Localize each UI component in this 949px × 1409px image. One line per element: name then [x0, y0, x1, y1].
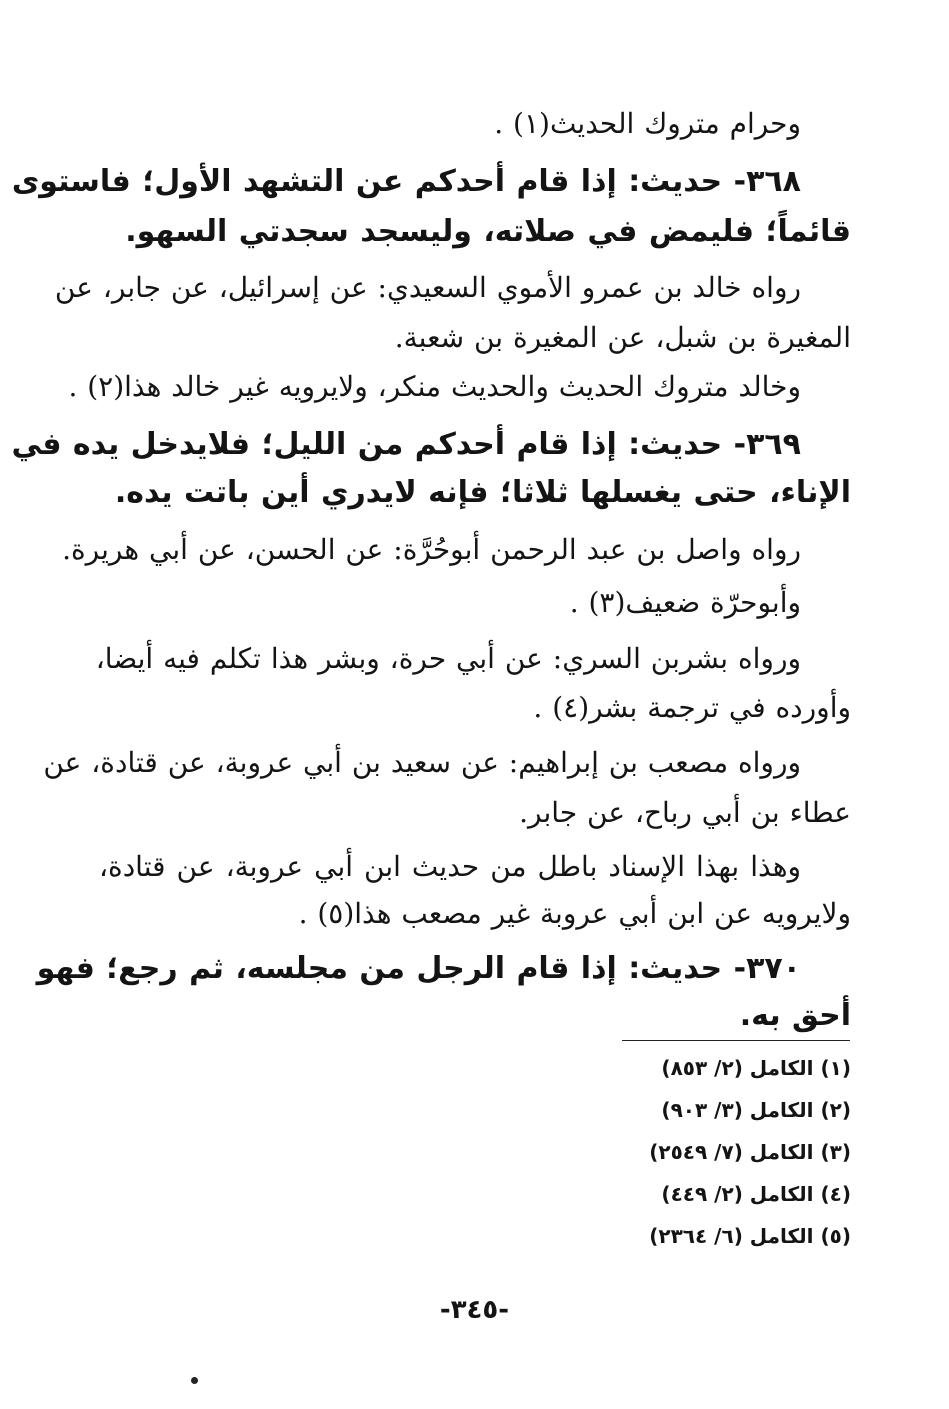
text-line: ورواه مصعب بن إبراهيم: عن سعيد بن أبي عروبة، عن قتادة، عن	[43, 746, 801, 779]
text-line: وهذا بهذا الإسناد باطل من حديث ابن أبي عروبة، عن قتادة،	[99, 850, 801, 883]
scan-speck	[191, 1377, 198, 1384]
footnote-5: (٥) الكامل (٦/ ٢٣٦٤)	[649, 1224, 851, 1248]
footnote-1: (١) الكامل (٢/ ٨٥٣)	[661, 1056, 851, 1080]
footnote-separator	[622, 1040, 850, 1041]
text-line: وخالد متروك الحديث والحديث منكر، ولايرويه غير خالد هذا(٢) .	[68, 370, 801, 403]
text-line: ولايرويه عن ابن أبي عروبة غير مصعب هذا(٥) .	[298, 897, 851, 930]
text-line: ورواه بشربن السري: عن أبي حرة، وبشر هذا تكلم فيه أيضا،	[95, 642, 801, 675]
text-line: عطاء بن أبي رباح، عن جابر.	[519, 796, 851, 829]
hadith-heading-370-cont: أحق به.	[739, 998, 851, 1033]
footnote-3: (٣) الكامل (٧/ ٢٥٤٩)	[649, 1140, 851, 1164]
hadith-heading-369-cont: الإناء، حتى يغسلها ثلاثا؛ فإنه لايدري أين باتت يده.	[114, 475, 851, 510]
text-line: وأبوحرّة ضعيف(٣) .	[569, 586, 801, 619]
text-line: رواه خالد بن عمرو الأموي السعيدي: عن إسرائيل، عن جابر، عن	[54, 271, 801, 304]
text-line: وحرام متروك الحديث(١) .	[494, 107, 801, 140]
hadith-heading-370: ٣٧٠- حديث: إذا قام الرجل من مجلسه، ثم رجع؛ فهو	[36, 951, 801, 986]
hadith-heading-368: ٣٦٨- حديث: إذا قام أحدكم عن التشهد الأول؛ فاستوى	[11, 164, 801, 199]
text-line: وأورده في ترجمة بشر(٤) .	[533, 691, 851, 724]
hadith-heading-369: ٣٦٩- حديث: إذا قام أحدكم من الليل؛ فلايدخل يده في	[11, 427, 801, 462]
footnote-2: (٢) الكامل (٣/ ٩٠٣)	[661, 1098, 851, 1122]
hadith-heading-368-cont: قائماً؛ فليمض في صلاته، وليسجد سجدتي السهو.	[125, 214, 851, 249]
page-number: -٣٤٥-	[439, 1295, 510, 1325]
text-line: رواه واصل بن عبد الرحمن أبوحُرَّة: عن الحسن، عن أبي هريرة.	[62, 533, 801, 566]
footnote-4: (٤) الكامل (٢/ ٤٤٩)	[661, 1182, 851, 1206]
text-line: المغيرة بن شبل، عن المغيرة بن شعبة.	[394, 321, 851, 354]
